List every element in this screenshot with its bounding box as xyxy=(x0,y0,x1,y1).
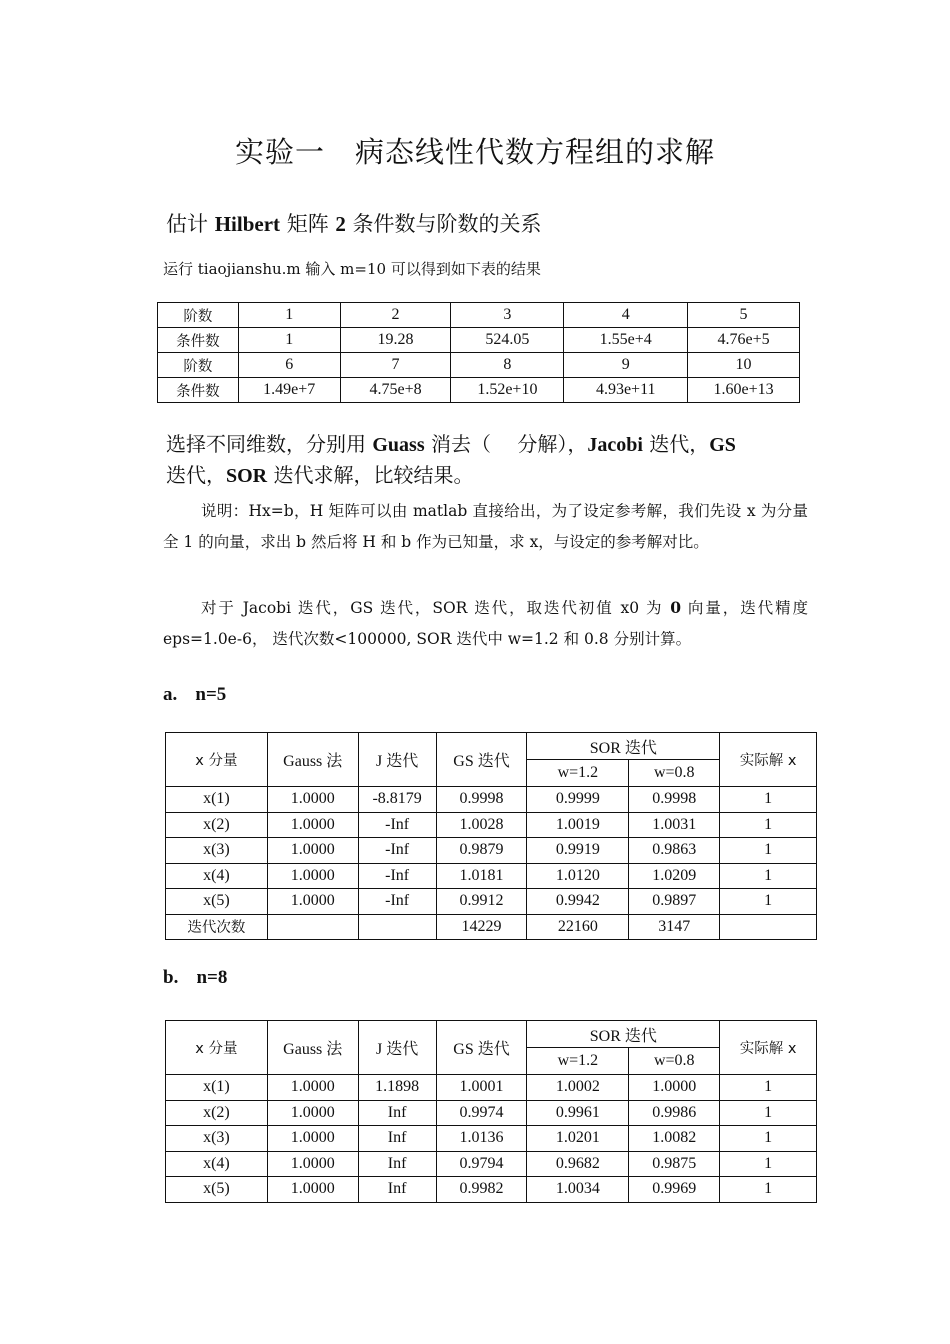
header-jacobi: J 迭代 xyxy=(358,1021,436,1075)
row-label: x(2) xyxy=(166,812,268,838)
table-cell: 1.0201 xyxy=(527,1126,629,1152)
table-cell xyxy=(358,914,436,940)
table-cell: 14229 xyxy=(436,914,527,940)
table-cell xyxy=(720,914,817,940)
table-cell: 8 xyxy=(451,353,564,378)
table-cell: 1 xyxy=(720,787,817,813)
table-cell: 1.60e+13 xyxy=(688,378,800,403)
table-cell: -Inf xyxy=(358,838,436,864)
header-gauss: Gauss 法 xyxy=(267,733,358,787)
task-bold: Jacobi xyxy=(587,434,643,456)
table-cell: -8.8179 xyxy=(358,787,436,813)
table-cell: 1.0209 xyxy=(629,863,720,889)
table-cell: 0.9682 xyxy=(527,1151,629,1177)
task-bold: Guass xyxy=(372,434,425,456)
row-label: 条件数 xyxy=(158,328,239,353)
table-cell: 1 xyxy=(720,1151,817,1177)
row-label: x(3) xyxy=(166,1126,268,1152)
table-cell: 1.0000 xyxy=(267,889,358,915)
task-text: 迭代， xyxy=(166,463,226,487)
table-cell: -Inf xyxy=(358,889,436,915)
row-label: x(3) xyxy=(166,838,268,864)
table-cell: Inf xyxy=(358,1177,436,1203)
method-bold: 0 xyxy=(670,598,682,617)
table-cell: 1.0136 xyxy=(436,1126,527,1152)
table-cell: 1.0000 xyxy=(267,1151,358,1177)
label-n: n=5 xyxy=(195,684,227,705)
table-row xyxy=(166,863,817,889)
method-text: 向量，迭代精度 eps=1.0e-6， 迭代次数<100000, SOR 迭代中 w=1.2 和 0.8 分别计算。 xyxy=(163,599,808,648)
table-cell: 1 xyxy=(720,1126,817,1152)
table-cell: 0.9942 xyxy=(527,889,629,915)
table-cell: 0.9998 xyxy=(436,787,527,813)
task-text: 选择不同维数，分别用 xyxy=(166,432,373,456)
table-cell: 4.93e+11 xyxy=(564,378,688,403)
table-cell: 7 xyxy=(340,353,451,378)
table-cell: 1 xyxy=(720,838,817,864)
table-cell: 1 xyxy=(720,812,817,838)
table-cell: 0.9875 xyxy=(629,1151,720,1177)
table-row xyxy=(166,1126,817,1152)
table-row xyxy=(166,838,817,864)
condition-number-table xyxy=(157,302,800,403)
table-cell: 524.05 xyxy=(451,328,564,353)
table-cell: Inf xyxy=(358,1126,436,1152)
method-paragraph xyxy=(163,592,808,655)
header-row xyxy=(166,1021,817,1048)
table-cell: -Inf xyxy=(358,863,436,889)
table-row xyxy=(166,1100,817,1126)
table-cell: 1.0000 xyxy=(267,838,358,864)
table-cell: Inf xyxy=(358,1151,436,1177)
table-cell: 1.0000 xyxy=(267,787,358,813)
table-cell: 0.9919 xyxy=(527,838,629,864)
table-cell: 0.9897 xyxy=(629,889,720,915)
task-bold: GS xyxy=(709,434,736,456)
task-text: 消去（ 分解）， xyxy=(424,432,588,456)
table-cell xyxy=(267,914,358,940)
header-gs: GS 迭代 xyxy=(436,1021,527,1075)
label-n: n=8 xyxy=(196,967,228,988)
table-cell: 4.75e+8 xyxy=(340,378,451,403)
intro-text: 运行 tiaojianshu.m 输入 m=10 可以得到如下表的结果 xyxy=(163,260,541,278)
note-paragraph: 说明：Hx=b，H 矩阵可以由 matlab 直接给出，为了设定参考解，我们先设 x 为分量全 1 的向量，求出 b 然后将 H 和 b 作为已知量，求 x，与设定的参考解对比。 xyxy=(163,502,808,551)
row-label: x(2) xyxy=(166,1100,268,1126)
table-cell: 4.76e+5 xyxy=(688,328,800,353)
table-cell: 1.0000 xyxy=(267,1075,358,1101)
table-cell: 1.0019 xyxy=(527,812,629,838)
table-cell: 22160 xyxy=(527,914,629,940)
task-bold: SOR xyxy=(226,465,268,487)
row-label: x(5) xyxy=(166,889,268,915)
header-actual: 实际解 x xyxy=(720,733,817,787)
table-a-label xyxy=(163,683,226,706)
task-text: 迭代， xyxy=(642,432,710,456)
row-label: x(4) xyxy=(166,1151,268,1177)
table-cell: 1.0120 xyxy=(527,863,629,889)
task-paragraph xyxy=(166,429,808,491)
table-cell: Inf xyxy=(358,1100,436,1126)
table-cell: 1.0031 xyxy=(629,812,720,838)
table-row xyxy=(166,889,817,915)
table-cell: 1 xyxy=(238,328,340,353)
table-cell: 1 xyxy=(720,1177,817,1203)
header-w1: w=1.2 xyxy=(527,1048,629,1075)
table-row xyxy=(158,328,800,353)
table-cell: 1 xyxy=(720,1100,817,1126)
section-heading-part: 条件数与阶数的关系 xyxy=(345,212,542,236)
table-cell: 0.9961 xyxy=(527,1100,629,1126)
row-label: x(1) xyxy=(166,1075,268,1101)
table-cell: 1.1898 xyxy=(358,1075,436,1101)
header-w1: w=1.2 xyxy=(527,760,629,787)
table-row xyxy=(158,303,800,328)
table-cell: -Inf xyxy=(358,812,436,838)
header-x: x 分量 xyxy=(166,733,268,787)
header-gs: GS 迭代 xyxy=(436,733,527,787)
table-cell: 0.9969 xyxy=(629,1177,720,1203)
table-cell: 1.0034 xyxy=(527,1177,629,1203)
table-row xyxy=(166,1075,817,1101)
header-sor: SOR 迭代 xyxy=(527,1021,720,1048)
method-text: 对于 Jacobi 迭代，GS 迭代，SOR 迭代，取迭代初值 x0 为 xyxy=(201,599,671,617)
label-letter: a. xyxy=(163,684,178,705)
table-cell: 0.9912 xyxy=(436,889,527,915)
table-cell: 2 xyxy=(340,303,451,328)
section-heading-part: 估计 xyxy=(166,212,215,236)
table-cell: 3147 xyxy=(629,914,720,940)
table-row xyxy=(166,1177,817,1203)
header-row xyxy=(166,733,817,760)
table-cell: 1 xyxy=(720,863,817,889)
row-label: x(5) xyxy=(166,1177,268,1203)
table-row xyxy=(166,812,817,838)
table-cell: 0.9794 xyxy=(436,1151,527,1177)
row-label: 阶数 xyxy=(158,353,239,378)
table-cell: 1.0000 xyxy=(267,1126,358,1152)
table-row xyxy=(166,787,817,813)
table-cell: 1 xyxy=(720,889,817,915)
section-heading-bold: Hilbert xyxy=(214,212,281,236)
table-cell: 0.9863 xyxy=(629,838,720,864)
table-cell: 1.52e+10 xyxy=(451,378,564,403)
row-label: x(4) xyxy=(166,863,268,889)
table-cell: 19.28 xyxy=(340,328,451,353)
table-body xyxy=(166,1075,817,1203)
table-cell: 1.0181 xyxy=(436,863,527,889)
table-cell: 1.0001 xyxy=(436,1075,527,1101)
results-table-n5 xyxy=(165,732,817,940)
table-row xyxy=(166,914,817,940)
section-heading-bold: 2 xyxy=(335,212,346,236)
table-cell: 0.9982 xyxy=(436,1177,527,1203)
section-heading-part: 矩阵 xyxy=(280,212,336,236)
table-b-label xyxy=(163,966,227,989)
row-label: 迭代次数 xyxy=(166,914,268,940)
table-cell: 6 xyxy=(238,353,340,378)
table-cell: 1.0028 xyxy=(436,812,527,838)
table-cell: 1.49e+7 xyxy=(238,378,340,403)
header-w2: w=0.8 xyxy=(629,1048,720,1075)
task-text: 迭代求解，比较结果。 xyxy=(267,463,474,487)
table-row xyxy=(166,1151,817,1177)
table-cell: 0.9974 xyxy=(436,1100,527,1126)
table-cell: 1.0002 xyxy=(527,1075,629,1101)
table-cell: 1 xyxy=(720,1075,817,1101)
header-actual: 实际解 x xyxy=(720,1021,817,1075)
table-cell: 0.9879 xyxy=(436,838,527,864)
results-table-n8 xyxy=(165,1020,817,1203)
header-jacobi: J 迭代 xyxy=(358,733,436,787)
row-label: x(1) xyxy=(166,787,268,813)
table-cell: 1.55e+4 xyxy=(564,328,688,353)
table-cell: 1.0082 xyxy=(629,1126,720,1152)
table-row xyxy=(158,353,800,378)
table-cell: 9 xyxy=(564,353,688,378)
header-x: x 分量 xyxy=(166,1021,268,1075)
table-cell: 5 xyxy=(688,303,800,328)
row-label: 条件数 xyxy=(158,378,239,403)
header-w2: w=0.8 xyxy=(629,760,720,787)
table-cell: 3 xyxy=(451,303,564,328)
section-heading-hilbert xyxy=(166,208,542,238)
row-label: 阶数 xyxy=(158,303,239,328)
table-cell: 1.0000 xyxy=(267,1177,358,1203)
table-cell: 1.0000 xyxy=(267,1100,358,1126)
table-cell: 1.0000 xyxy=(629,1075,720,1101)
table-cell: 4 xyxy=(564,303,688,328)
header-sor: SOR 迭代 xyxy=(527,733,720,760)
table-cell: 10 xyxy=(688,353,800,378)
table-cell: 0.9986 xyxy=(629,1100,720,1126)
label-letter: b. xyxy=(163,967,179,988)
table-cell: 0.9999 xyxy=(527,787,629,813)
header-gauss: Gauss 法 xyxy=(267,1021,358,1075)
table-cell: 1.0000 xyxy=(267,863,358,889)
page-title: 实验一 病态线性代数方程组的求解 xyxy=(234,135,715,169)
table-cell: 1.0000 xyxy=(267,812,358,838)
table-cell: 0.9998 xyxy=(629,787,720,813)
table-body xyxy=(166,787,817,940)
table-row xyxy=(158,378,800,403)
table-cell: 1 xyxy=(238,303,340,328)
